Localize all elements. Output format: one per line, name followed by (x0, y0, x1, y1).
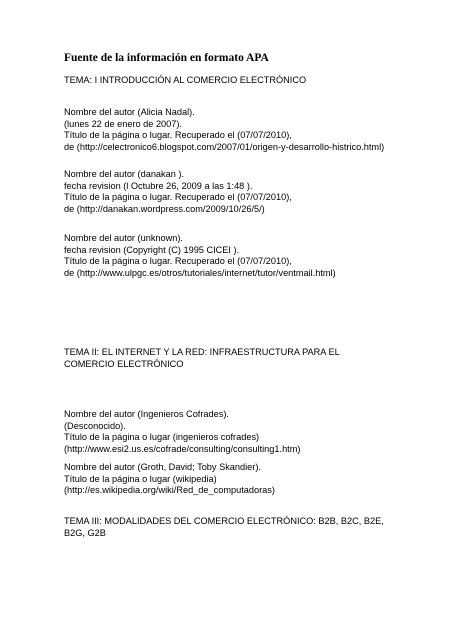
heading-line: COMERCIO ELECTRÓNICO (64, 358, 184, 369)
reference-line: de (http://www.ulpgc.es/otros/tutoriales/internet/tutor/ventmail.html) (64, 267, 336, 278)
reference-line: Título de la página o lugar. Recuperado el (07/07/2010), (64, 130, 292, 141)
reference-line: (Desconocido). (64, 420, 126, 431)
page-title: Fuente de la información en formato APA (64, 52, 269, 64)
reference-line: Título de la página o lugar (ingenieros cofrades) (64, 432, 260, 443)
reference-1 (64, 107, 443, 153)
heading-line: TEMA II: EL INTERNET Y LA RED: INFRAESTRUCTURA PARA EL (64, 347, 340, 357)
reference-line: Título de la página o lugar. Recuperado el (07/07/2010), (64, 256, 292, 267)
section-heading-tema-3 (64, 516, 443, 539)
reference-line: Nombre del autor (Groth, David; Toby Skandier). (64, 462, 261, 472)
reference-5 (64, 462, 443, 497)
reference-line: Título de la página o lugar. Recuperado el (07/07/2010), (64, 192, 292, 203)
reference-2 (64, 169, 443, 215)
reference-line: Nombre del autor (danakan ). (64, 169, 185, 179)
heading-line: TEMA III: MODALIDADES DEL COMERCIO ELECTRÓNICO: B2B, B2C, B2E, (64, 516, 384, 526)
section-heading-tema-1 (64, 75, 443, 87)
reference-line: Nombre del autor (Alicia Nadal). (64, 107, 195, 117)
heading-line: TEMA: I INTRODUCCIÓN AL COMERCIO ELECTRÓNICO (64, 75, 307, 85)
reference-line: (lunes 22 de enero de 2007). (64, 118, 182, 129)
section-heading-tema-2 (64, 347, 443, 370)
reference-line: de (http://danakan.wordpress.com/2009/10/26/5/) (64, 203, 265, 214)
reference-line: de (http://celectronico6.blogspot.com/2007/01/origen-y-desarrollo-histrico.html) (64, 141, 385, 152)
reference-4 (64, 409, 443, 455)
reference-line: (http://www.esi2.us.es/cofrade/consulting/consulting1.htm) (64, 443, 301, 454)
reference-line: fecha revision (l Octubre 26, 2009 a las 1:48 ). (64, 180, 253, 191)
reference-line: Nombre del autor (Ingenieros Cofrades). (64, 409, 229, 419)
heading-line: B2G, G2B (64, 527, 106, 538)
reference-line: Título de la página o lugar (wikipedia) (64, 473, 217, 484)
reference-3 (64, 233, 443, 279)
reference-line: fecha revision (Copyright (C) 1995 CICEI ). (64, 244, 240, 255)
reference-line: (http://es.wikipedia.org/wiki/Red_de_computadoras) (64, 485, 275, 496)
reference-line: Nombre del autor (unknown). (64, 233, 183, 243)
